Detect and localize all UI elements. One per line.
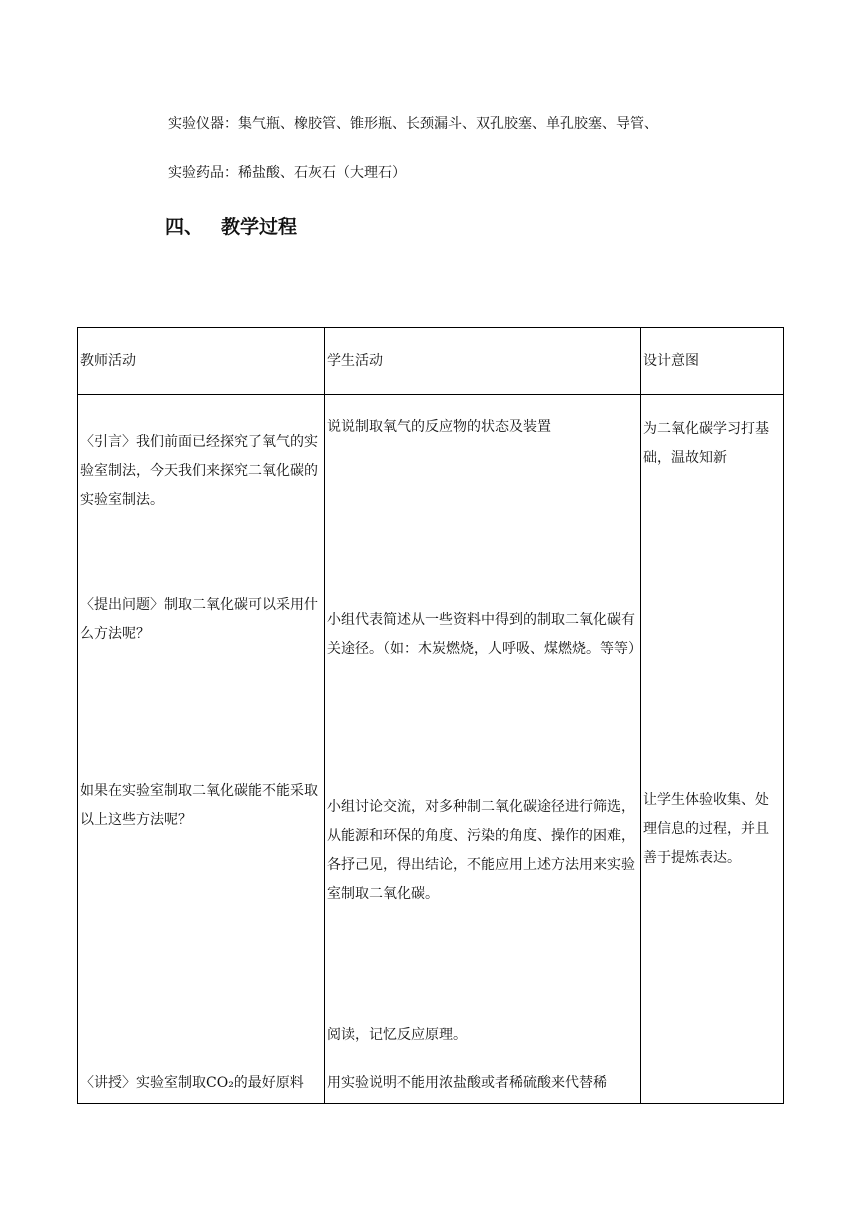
section-title: 教学过程 xyxy=(221,216,298,238)
teacher-lecture-text: 〈讲授〉实验室制取CO₂的最好原料 xyxy=(80,1075,304,1091)
student-experiment-text: 用实验说明不能用浓盐酸或者稀硫酸来代替稀 xyxy=(327,1075,607,1091)
student-discussion-text: 小组讨论交流，对多种制二氧化碳途径进行筛选，从能源和环保的角度、污染的角度、操作的困难，各抒己见，得出结论，不能应用上述方法用来实验室制取二氧化碳。 xyxy=(327,799,635,902)
equipment-line: 实验仪器：集气瓶、橡胶管、锥形瓶、长颈漏斗、双孔胶塞、单孔胶塞、导管、 xyxy=(168,116,658,132)
design-intent-cell xyxy=(641,395,784,1104)
teacher-question-text: 〈提出问题〉制取二氧化碳可以采用什么方法呢？ xyxy=(80,597,318,642)
section-number: 四、 xyxy=(165,216,204,238)
header-student-activity: 学生活动 xyxy=(325,328,641,395)
teacher-intro-text: 〈引言〉我们前面已经探究了氧气的实验室制法，今天我们来探究二氧化碳的实验室制法。 xyxy=(80,434,318,508)
student-recall-text: 说说制取氧气的反应物的状态及装置 xyxy=(327,419,551,435)
reagents-line: 实验药品：稀盐酸、石灰石（大理石） xyxy=(168,165,406,181)
header-design-intent: 设计意图 xyxy=(641,328,784,395)
student-activity-cell xyxy=(325,395,641,1104)
table-header-row xyxy=(78,328,784,395)
section-heading xyxy=(165,212,297,239)
intent-review-text: 为二氧化碳学习打基础，温故知新 xyxy=(643,421,769,466)
student-reading-text: 阅读，记忆反应原理。 xyxy=(327,1027,467,1043)
intent-information-text: 让学生体验收集、处理信息的过程，并且善于提炼表达。 xyxy=(643,792,769,866)
header-teacher-activity: 教师活动 xyxy=(78,328,325,395)
teaching-process-table xyxy=(77,327,784,1104)
student-report-text: 小组代表简述从一些资料中得到的制取二氧化碳有关途径。（如：木炭燃烧，人呼吸、煤燃烧。等等） xyxy=(327,612,642,657)
teacher-followup-text: 如果在实验室制取二氧化碳能不能采取以上这些方法呢？ xyxy=(80,783,318,828)
teacher-activity-cell xyxy=(78,395,325,1104)
table-row xyxy=(78,395,784,1104)
